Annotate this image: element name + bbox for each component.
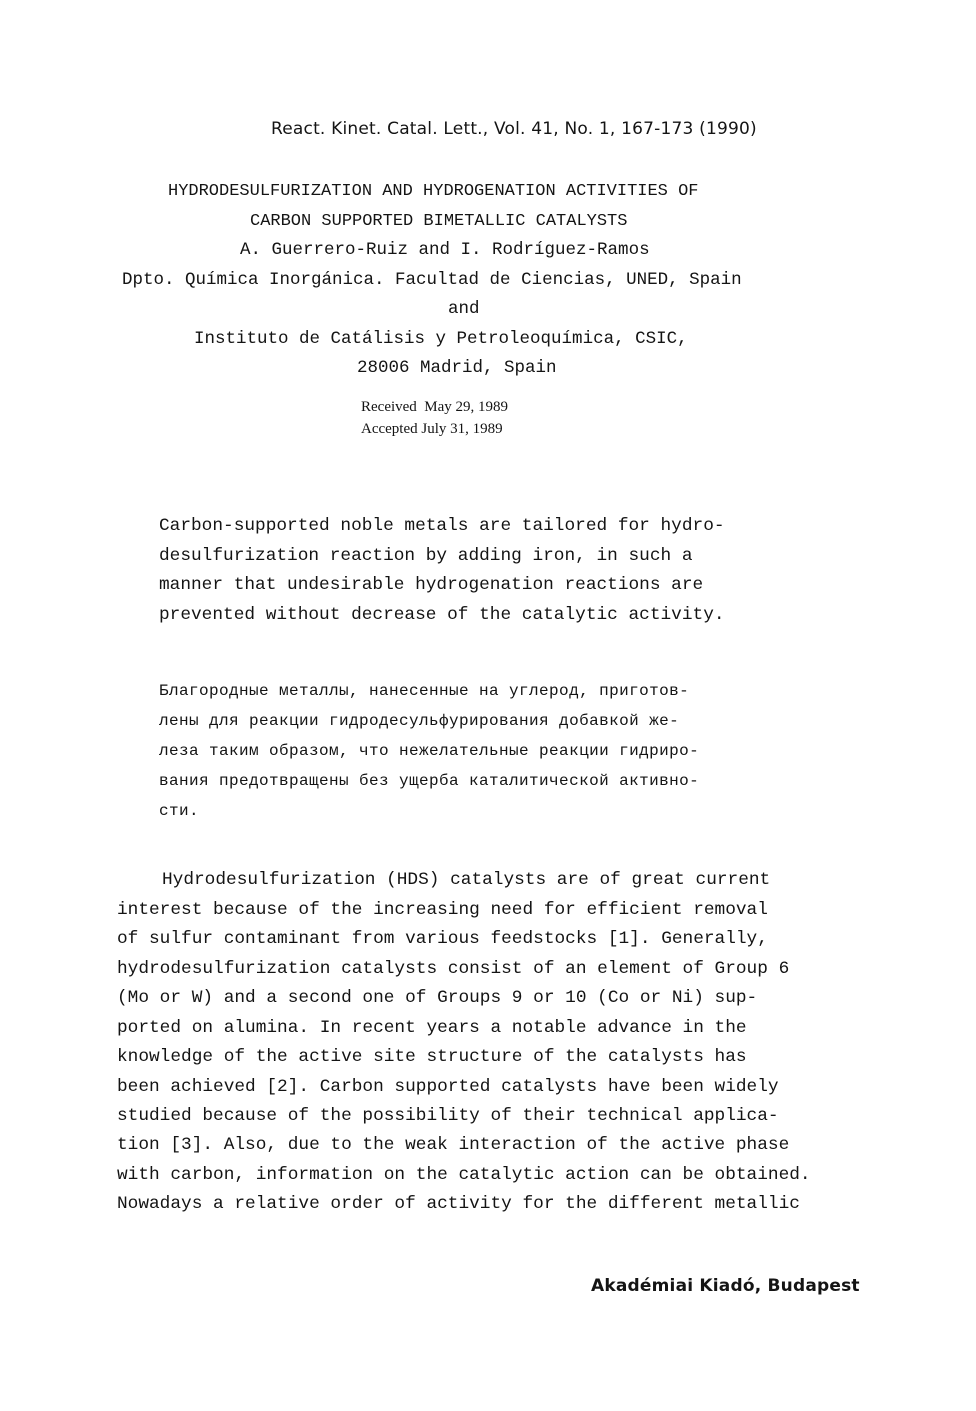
body-line: studied because of the possibility of their technical applica-: [117, 1106, 779, 1126]
abstract-en-line: manner that undesirable hydrogenation reactions are: [159, 575, 704, 595]
authors: A. Guerrero-Ruiz and I. Rodríguez-Ramos: [240, 240, 650, 260]
affiliation-line-3: Instituto de Catálisis y Petroleoquímica, CSIC,: [194, 329, 688, 349]
body-line: been achieved [2]. Carbon supported catalysts have been widely: [117, 1077, 779, 1097]
body-line: interest because of the increasing need for efficient removal: [117, 900, 768, 920]
accepted-date: Accepted July 31, 1989: [361, 421, 503, 437]
body-line: Hydrodesulfurization (HDS) catalysts are of great current: [162, 870, 771, 890]
body-line: tion [3]. Also, due to the weak interaction of the active phase: [117, 1135, 790, 1155]
abstract-ru-line: лены для реакции гидродесульфурирования добавкой же-: [159, 712, 680, 730]
abstract-ru-line: леза таким образом, что нежелательные реакции гидриро-: [159, 742, 700, 760]
body-line: hydrodesulfurization catalysts consist of an element of Group 6: [117, 959, 790, 979]
body-line: (Mo or W) and a second one of Groups 9 or 10 (Co or Ni) sup-: [117, 988, 758, 1008]
body-line: knowledge of the active site structure of the catalysts has: [117, 1047, 747, 1067]
abstract-en-line: Carbon-supported noble metals are tailored for hydro-: [159, 516, 725, 536]
abstract-en-line: desulfurization reaction by adding iron, in such a: [159, 546, 693, 566]
body-line: of sulfur contaminant from various feedstocks [1]. Generally,: [117, 929, 768, 949]
affiliation-line-4: 28006 Madrid, Spain: [357, 358, 557, 378]
affiliation-line-2: and: [448, 299, 480, 319]
abstract-ru-line: Благородные металлы, нанесенные на углерод, приготов-: [159, 682, 690, 700]
received-date: Received May 29, 1989: [361, 399, 509, 415]
body-line: ported on alumina. In recent years a notable advance in the: [117, 1018, 747, 1038]
body-line: Nowadays a relative order of activity for the different metallic: [117, 1194, 800, 1214]
abstract-ru-line: сти.: [159, 802, 200, 820]
body-line: with carbon, information on the catalytic action can be obtained.: [117, 1165, 811, 1185]
article-title-line-1: HYDRODESULFURIZATION AND HYDROGENATION ACTIVITIES OF: [168, 182, 699, 201]
affiliation-line-1: Dpto. Química Inorgánica. Facultad de Ciencias, UNED, Spain: [122, 270, 742, 290]
article-title-line-2: CARBON SUPPORTED BIMETALLIC CATALYSTS: [250, 212, 628, 231]
publisher-imprint: Akadémiai Kiadó, Budapest: [591, 1276, 860, 1296]
abstract-en-line: prevented without decrease of the catalytic activity.: [159, 605, 725, 625]
abstract-ru-line: вания предотвращены без ущерба каталитической активно-: [159, 772, 700, 790]
citation-line: React. Kinet. Catal. Lett., Vol. 41, No. 1, 167-173 (1990): [271, 119, 757, 139]
